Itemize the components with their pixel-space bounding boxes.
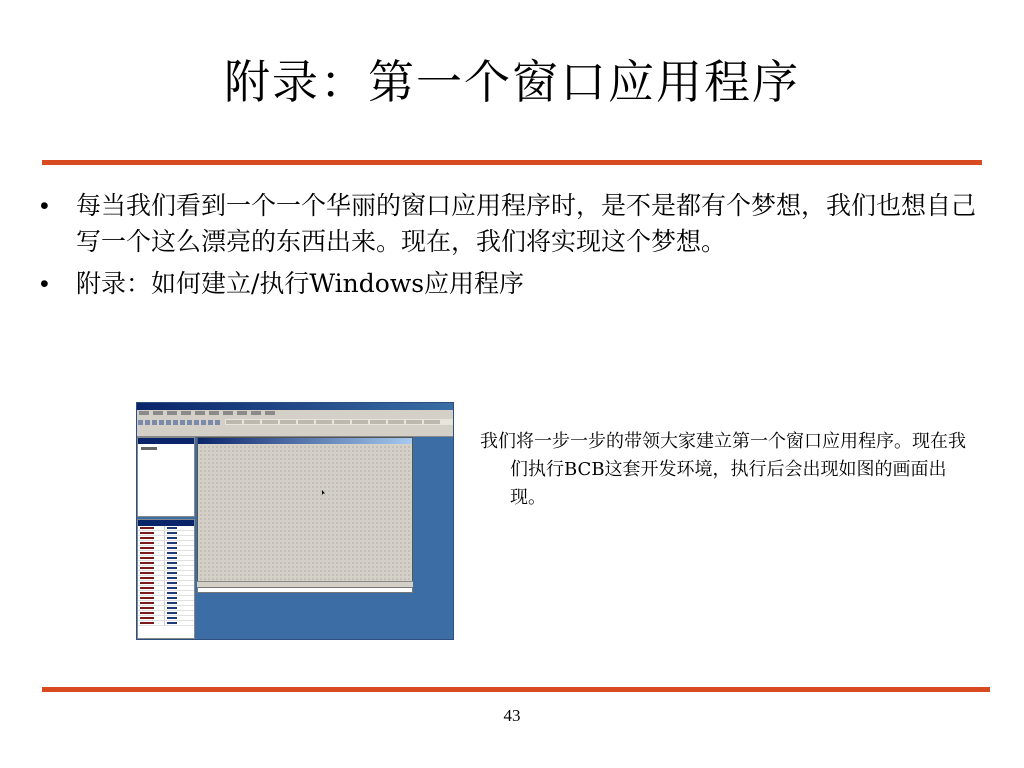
ide-form-designer — [197, 437, 413, 587]
ide-menubar — [137, 410, 453, 418]
ide-titlebar — [137, 403, 453, 410]
ide-editor-strip — [197, 587, 413, 593]
bullet-list — [36, 188, 976, 308]
bullet-text: 每当我们看到一个一个华丽的窗口应用程序时，是不是都有个梦想，我们也想自己写一个这么漂亮的东西出来。现在，我们将实现这个梦想。 — [76, 191, 977, 256]
bullet-dot-icon: • — [40, 192, 49, 220]
ide-object-tree — [137, 437, 195, 517]
bottom-divider — [42, 687, 990, 692]
ide-screenshot-image — [136, 402, 454, 640]
slide-title: 附录：第一个窗口应用程序 — [224, 55, 800, 109]
page-number: 43 — [503, 706, 521, 725]
ide-component-palette — [225, 419, 453, 425]
side-caption — [480, 428, 972, 512]
side-caption-text: 我们将一步一步的带领大家建立第一个窗口应用程序。现在我们执行BCB这套开发环境，执行后会出现如图的画面出现。 — [480, 431, 966, 508]
ide-object-inspector — [137, 519, 195, 639]
bullet-dot-icon: • — [40, 270, 49, 298]
top-divider — [42, 160, 982, 165]
bullet-text: 附录：如何建立/执行Windows应用程序 — [76, 269, 525, 298]
bullet-item — [36, 188, 976, 260]
bullet-item — [36, 266, 976, 302]
